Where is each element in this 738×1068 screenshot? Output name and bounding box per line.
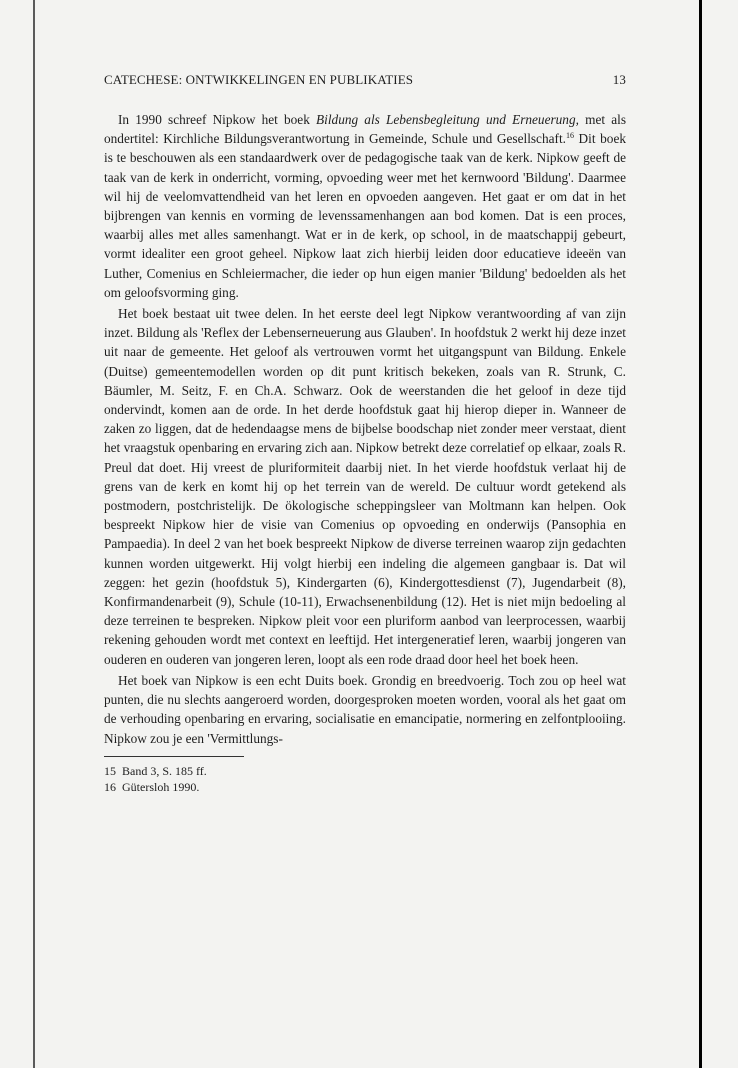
footnote-text: Band 3, S. 185 ff. [122, 763, 207, 778]
footnote-15 [104, 763, 626, 779]
footnote-ref-16: 16 [565, 131, 574, 141]
footnote-number: 16 [104, 779, 116, 794]
paragraph-2: Het boek bestaat uit twee delen. In het eerste deel legt Nipkow verantwoording af van zijn inzet. Bildung als 'Reflex der Lebenserneuerung aus Glauben'. In hoofdstuk 2 werkt hij deze inzet uit naar de gemeente. Het geloof als vertrouwen vormt het uitgangspunt van Bildung. Enkele (Duitse) gemeentemodellen worden op dit punt kritisch bekeken, zoals van R. Strunk, C. Bäumler, M. Seitz, F. en Ch.A. Schwarz. Ook de weerstanden die het geloof in deze tijd ondervindt, komen aan de orde. In het derde hoofdstuk gaat hij hierop dieper in. Wanneer de zaken zo liggen, dat de hedendaagse mens de bijbelse boodschap niet zonder meer verstaat, dient het vraagstuk openbaring en ervaring zich aan. Nipkow betrekt deze correlatief op elkaar, zoals R. Preul dat doet. Hij vreest de pluriformiteit daarbij niet. In het vierde hoofdstuk verlaat hij de grens van de kerk en komt hij op het terrein van de wereld. De cultuur wordt getekend als postmodern, postchristelijk. De ökologische scheppingsleer van Moltmann kan helpen. Ook bespreekt Nipkow hier de visie van Comenius op opvoeding en onderwijs (Pansophia en Pampaedia). In deel 2 van het boek bespreekt Nipkow de diverse terreinen waarop zijn gedachten kunnen worden uitgewerkt. Hij volgt hierbij een indeling die algemeen gangbaar is. Dat wil zeggen: het gezin (hoofdstuk 5), Kindergarten (6), Kindergottesdienst (7), Jugendarbeit (8), Konfirmandenarbeit (9), Schule (10-11), Erwachsenenbildung (12). Het is niet mijn bedoeling al deze terreinen te bespreken. Nipkow pleit voor een pluriform aanbod van leerprocessen, waarbij rekening gehouden wordt met context en leeftijd. Het intergeneratief leren, waarbij jongeren van ouderen en ouderen van jongeren leren, loopt als een rode draad door heel het boek heen. [104, 306, 626, 667]
running-header [104, 72, 626, 88]
page-content [104, 72, 626, 795]
header-title: CATECHESE: ONTWIKKELINGEN EN PUBLIKATIES [104, 72, 414, 87]
footnote-text: Gütersloh 1990. [122, 779, 200, 794]
footnote-divider [104, 756, 244, 757]
book-title: Bildung als Lebensbegleitung und Erneuerung, [316, 112, 579, 127]
footnote-number: 15 [104, 763, 116, 778]
scan-left-edge [33, 0, 35, 1068]
paragraph-1-post: Dit boek is te beschouwen als een standaardwerk over de pedagogische taak van de kerk. Nipkow geeft de taak van de kerk in onderricht, vorming, opvoeding weer met het kernwoord 'Bildung'. Daarmee wil hij de veelomvattendheid van het leren en opvoeden aangeven. Het gaat er om dat in het bijbrengen van kennis en vorming de levenssamenhangen aan bod komen. Dat is een proces, waarbij alles met alles samenhangt. Wat er in de kerk, op school, in de maatschappij gebeurt, vormt idealiter een groot geheel. Nipkow laat zich hierbij leiden door educatieve ideeën van Luther, Comenius en Schleiermacher, die ieder op hun eigen manier 'Bildung' bedoelden als het om geloofsvorming ging. [104, 131, 626, 300]
paragraph-1-pre: In 1990 schreef Nipkow het boek [118, 112, 317, 127]
paragraph-1 [104, 110, 626, 302]
footnote-16 [104, 779, 626, 795]
paragraph-3: Het boek van Nipkow is een echt Duits boek. Grondig en breedvoerig. Toch zou op heel wat punten, die nu slechts aangeroerd worden, doorgesproken moeten worden, vooral als het gaat om de verhouding openbaring en ervaring, socialisatie en emancipatie, normering en zelfontplooiing. Nipkow zou je een 'Vermittlungs- [104, 672, 626, 746]
scan-right-edge [699, 0, 702, 1068]
page-number: 13 [612, 72, 626, 87]
paragraph-1-mid: met als ondertitel: Kirchliche Bildungsverantwortung in Gemeinde, Schule und Gesellschaft. [104, 112, 626, 147]
